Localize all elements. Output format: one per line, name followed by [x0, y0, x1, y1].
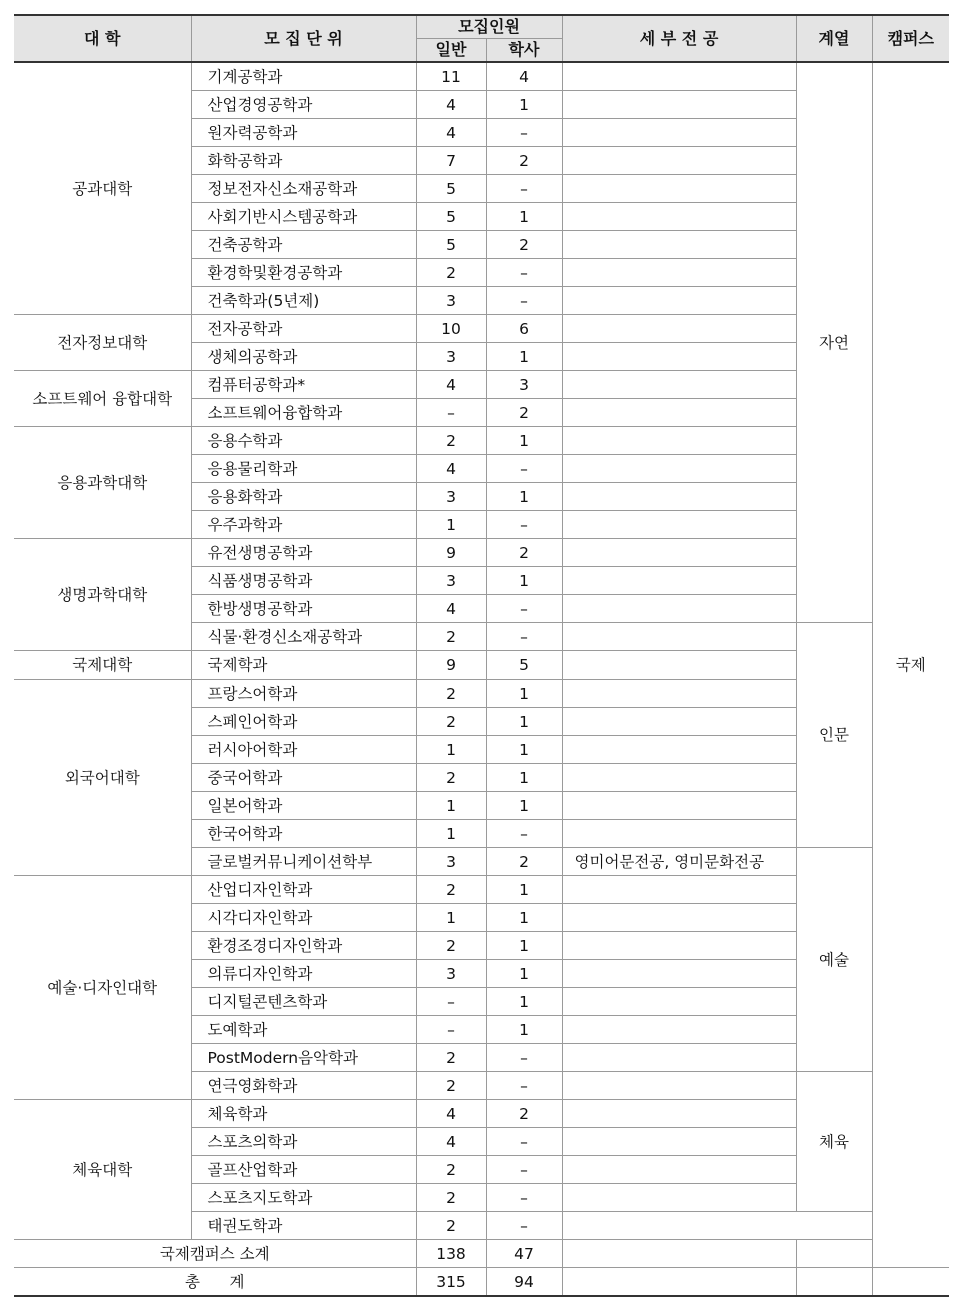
bachelor-quota: 1: [486, 876, 562, 904]
header-quota: 모집인원: [416, 15, 562, 39]
bachelor-quota: 1: [486, 483, 562, 511]
general-quota: 3: [416, 960, 486, 988]
detail-major: [562, 119, 796, 147]
detail-major: [562, 1044, 796, 1072]
bachelor-quota: 1: [486, 427, 562, 455]
header-detail: 세 부 전 공: [562, 15, 796, 62]
detail-major: [562, 483, 796, 511]
bachelor-quota: 2: [486, 399, 562, 427]
unit-name: 원자력공학과: [191, 119, 416, 147]
bachelor-quota: –: [486, 1128, 562, 1156]
bachelor-quota: 1: [486, 91, 562, 119]
detail-major: [562, 988, 796, 1016]
general-quota: 4: [416, 371, 486, 399]
subtotal-label: 국제캠퍼스 소계: [14, 1240, 416, 1268]
detail-major: [562, 595, 796, 623]
header-college: 대 학: [14, 15, 191, 62]
unit-name: 디지털콘텐츠학과: [191, 988, 416, 1016]
bachelor-quota: 1: [486, 680, 562, 708]
detail-major: [562, 147, 796, 175]
unit-name: 우주과학과: [191, 511, 416, 539]
bachelor-quota: –: [486, 1044, 562, 1072]
unit-name: 스포츠의학과: [191, 1128, 416, 1156]
college-name: 국제대학: [14, 651, 191, 680]
bachelor-quota: 1: [486, 764, 562, 792]
general-quota: 9: [416, 651, 486, 680]
unit-name: 태권도학과: [191, 1212, 416, 1240]
general-quota: 5: [416, 231, 486, 259]
detail-major: [562, 91, 796, 119]
header-bachelor: 학사: [486, 39, 562, 63]
general-quota: 1: [416, 511, 486, 539]
bachelor-quota: –: [486, 175, 562, 203]
bachelor-quota: 1: [486, 988, 562, 1016]
general-quota: 1: [416, 792, 486, 820]
total-empty-cell: [796, 1268, 872, 1297]
detail-major: [562, 1212, 796, 1240]
unit-name: 골프산업학과: [191, 1156, 416, 1184]
general-quota: 10: [416, 315, 486, 343]
unit-name: 소프트웨어융합학과: [191, 399, 416, 427]
detail-major: 영미어문전공, 영미문화전공: [562, 848, 796, 876]
unit-name: 의류디자인학과: [191, 960, 416, 988]
general-quota: 2: [416, 764, 486, 792]
general-quota: 1: [416, 820, 486, 848]
unit-name: 식물·환경신소재공학과: [191, 623, 416, 651]
general-quota: 2: [416, 1072, 486, 1100]
unit-name: 연극영화학과: [191, 1072, 416, 1100]
track-name: 체육: [796, 1072, 872, 1212]
unit-name: 응용물리학과: [191, 455, 416, 483]
general-quota: 7: [416, 147, 486, 175]
general-quota: 2: [416, 708, 486, 736]
track-name: 자연: [796, 62, 872, 623]
bachelor-quota: –: [486, 1184, 562, 1212]
detail-major: [562, 736, 796, 764]
bachelor-quota: 6: [486, 315, 562, 343]
detail-major: [562, 960, 796, 988]
general-quota: 11: [416, 62, 486, 91]
detail-major: [562, 259, 796, 287]
detail-major: [562, 62, 796, 91]
unit-name: 건축학과(5년제): [191, 287, 416, 315]
bachelor-quota: –: [486, 259, 562, 287]
detail-major: [562, 764, 796, 792]
college-name: 체육대학: [14, 1100, 191, 1240]
total-row: [14, 1268, 949, 1297]
bachelor-quota: –: [486, 511, 562, 539]
general-quota: 3: [416, 567, 486, 595]
bachelor-quota: –: [486, 287, 562, 315]
unit-name: 생체의공학과: [191, 343, 416, 371]
unit-name: 체육학과: [191, 1100, 416, 1128]
detail-major: [562, 1184, 796, 1212]
unit-name: 응용화학과: [191, 483, 416, 511]
unit-name: 산업디자인학과: [191, 876, 416, 904]
unit-name: 러시아어학과: [191, 736, 416, 764]
detail-major: [562, 567, 796, 595]
general-quota: 5: [416, 175, 486, 203]
unit-name: 스포츠지도학과: [191, 1184, 416, 1212]
total-general: 315: [416, 1268, 486, 1297]
college-name: 생명과학대학: [14, 539, 191, 651]
college-name: 전자정보대학: [14, 315, 191, 371]
detail-major: [562, 427, 796, 455]
bachelor-quota: –: [486, 1156, 562, 1184]
detail-major: [562, 399, 796, 427]
general-quota: 3: [416, 483, 486, 511]
detail-major: [562, 623, 796, 651]
subtotal-empty-cell: [562, 1240, 796, 1268]
unit-name: 시각디자인학과: [191, 904, 416, 932]
bachelor-quota: 1: [486, 960, 562, 988]
general-quota: –: [416, 1016, 486, 1044]
bachelor-quota: 2: [486, 848, 562, 876]
bachelor-quota: 1: [486, 343, 562, 371]
detail-major: [562, 1128, 796, 1156]
detail-major: [562, 455, 796, 483]
unit-name: 도예학과: [191, 1016, 416, 1044]
bachelor-quota: 2: [486, 147, 562, 175]
unit-name: 한국어학과: [191, 820, 416, 848]
unit-name: 한방생명공학과: [191, 595, 416, 623]
unit-name: 환경조경디자인학과: [191, 932, 416, 960]
general-quota: 2: [416, 623, 486, 651]
general-quota: –: [416, 399, 486, 427]
total-campus-cell: [872, 1268, 949, 1297]
bachelor-quota: 1: [486, 792, 562, 820]
general-quota: 2: [416, 1044, 486, 1072]
detail-major: [562, 539, 796, 567]
general-quota: 4: [416, 455, 486, 483]
unit-name: PostModern음악학과: [191, 1044, 416, 1072]
general-quota: 1: [416, 736, 486, 764]
general-quota: 5: [416, 203, 486, 231]
detail-major: [562, 1156, 796, 1184]
unit-name: 환경학및환경공학과: [191, 259, 416, 287]
header-general: 일반: [416, 39, 486, 63]
unit-name: 중국어학과: [191, 764, 416, 792]
detail-major: [562, 932, 796, 960]
general-quota: 3: [416, 287, 486, 315]
total-label: 총 계: [14, 1268, 416, 1297]
college-name: 예술·디자인대학: [14, 876, 191, 1100]
detail-major: [562, 651, 796, 680]
detail-major: [562, 343, 796, 371]
general-quota: –: [416, 988, 486, 1016]
bachelor-quota: –: [486, 820, 562, 848]
general-quota: 2: [416, 1184, 486, 1212]
detail-major: [562, 203, 796, 231]
campus-name: 국제: [872, 62, 949, 1268]
detail-major: [562, 1072, 796, 1100]
bachelor-quota: –: [486, 595, 562, 623]
general-quota: 4: [416, 119, 486, 147]
general-quota: 9: [416, 539, 486, 567]
track-name: 예술: [796, 848, 872, 1072]
bachelor-quota: 4: [486, 62, 562, 91]
detail-major: [562, 820, 796, 848]
bachelor-quota: 2: [486, 1100, 562, 1128]
bachelor-quota: 1: [486, 567, 562, 595]
general-quota: 4: [416, 1128, 486, 1156]
general-quota: 1: [416, 904, 486, 932]
detail-major: [562, 175, 796, 203]
detail-major: [562, 1100, 796, 1128]
track-name: 인문: [796, 623, 872, 848]
college-name: 소프트웨어 융합대학: [14, 371, 191, 427]
bachelor-quota: 2: [486, 231, 562, 259]
general-quota: 2: [416, 932, 486, 960]
unit-name: 기계공학과: [191, 62, 416, 91]
unit-name: 식품생명공학과: [191, 567, 416, 595]
detail-major: [562, 708, 796, 736]
bachelor-quota: 1: [486, 904, 562, 932]
unit-name: 정보전자신소재공학과: [191, 175, 416, 203]
bachelor-quota: 5: [486, 651, 562, 680]
bachelor-quota: 2: [486, 539, 562, 567]
bachelor-quota: 1: [486, 736, 562, 764]
unit-name: 컴퓨터공학과*: [191, 371, 416, 399]
unit-name: 응용수학과: [191, 427, 416, 455]
detail-major: [562, 511, 796, 539]
unit-name: 산업경영공학과: [191, 91, 416, 119]
bachelor-quota: –: [486, 455, 562, 483]
detail-major: [562, 680, 796, 708]
unit-name: 유전생명공학과: [191, 539, 416, 567]
unit-name: 프랑스어학과: [191, 680, 416, 708]
bachelor-quota: 3: [486, 371, 562, 399]
college-name: 공과대학: [14, 62, 191, 315]
total-bachelor: 94: [486, 1268, 562, 1297]
admission-quota-table: [14, 14, 949, 1297]
general-quota: 2: [416, 427, 486, 455]
table-row: [14, 62, 949, 91]
detail-major: [562, 876, 796, 904]
bachelor-quota: 1: [486, 932, 562, 960]
header-track: 계열: [796, 15, 872, 62]
bachelor-quota: –: [486, 119, 562, 147]
subtotal-row: [14, 1240, 949, 1268]
unit-name: 건축공학과: [191, 231, 416, 259]
bachelor-quota: 1: [486, 203, 562, 231]
detail-major: [562, 1016, 796, 1044]
general-quota: 2: [416, 876, 486, 904]
bachelor-quota: –: [486, 1212, 562, 1240]
table-body: [14, 62, 949, 1296]
subtotal-empty-cell: [796, 1240, 872, 1268]
bachelor-quota: –: [486, 1072, 562, 1100]
detail-major: [562, 315, 796, 343]
general-quota: 2: [416, 1212, 486, 1240]
total-empty-cell: [562, 1268, 796, 1297]
bachelor-quota: 1: [486, 1016, 562, 1044]
general-quota: 4: [416, 91, 486, 119]
detail-major: [562, 792, 796, 820]
bachelor-quota: 1: [486, 708, 562, 736]
subtotal-bachelor: 47: [486, 1240, 562, 1268]
general-quota: 2: [416, 259, 486, 287]
subtotal-general: 138: [416, 1240, 486, 1268]
unit-name: 일본어학과: [191, 792, 416, 820]
unit-name: 화학공학과: [191, 147, 416, 175]
header-unit: 모 집 단 위: [191, 15, 416, 62]
general-quota: 2: [416, 1156, 486, 1184]
header-campus: 캠퍼스: [872, 15, 949, 62]
detail-major: [562, 231, 796, 259]
unit-name: 글로벌커뮤니케이션학부: [191, 848, 416, 876]
unit-name: 국제학과: [191, 651, 416, 680]
unit-name: 스페인어학과: [191, 708, 416, 736]
general-quota: 3: [416, 343, 486, 371]
detail-major: [562, 904, 796, 932]
general-quota: 2: [416, 680, 486, 708]
general-quota: 3: [416, 848, 486, 876]
unit-name: 전자공학과: [191, 315, 416, 343]
college-name: 외국어대학: [14, 680, 191, 876]
general-quota: 4: [416, 1100, 486, 1128]
unit-name: 사회기반시스템공학과: [191, 203, 416, 231]
bachelor-quota: –: [486, 623, 562, 651]
general-quota: 4: [416, 595, 486, 623]
college-name: 응용과학대학: [14, 427, 191, 539]
detail-major: [562, 371, 796, 399]
detail-major: [562, 287, 796, 315]
